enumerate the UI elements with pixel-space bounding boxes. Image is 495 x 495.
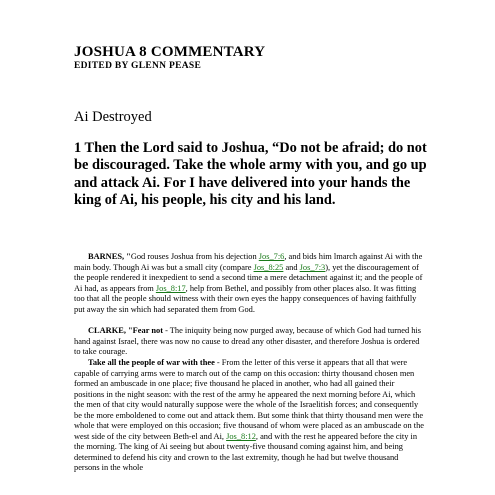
clarke-paragraph xyxy=(74,326,426,358)
scripture-link[interactable]: Jos_7:3 xyxy=(299,262,326,272)
take-people-paragraph xyxy=(74,358,426,474)
scripture-link[interactable]: Jos_8:17 xyxy=(155,283,186,293)
barnes-text-5: , help from Bethel, and possibly from other places also. It was fitting too that all the people should witness with their own eyes the happy consequences of having faithfully put away the sin which had separated them from God. xyxy=(74,283,417,314)
take-people-label: Take all the people of war with thee xyxy=(88,358,215,367)
section-heading: Ai Destroyed xyxy=(74,109,152,125)
barnes-text-3: and xyxy=(283,262,300,272)
barnes-label: BARNES, " xyxy=(88,252,131,261)
scripture-link[interactable]: Jos_8:25 xyxy=(253,262,284,272)
scripture-link[interactable]: Jos_8:12 xyxy=(226,431,256,441)
barnes-text-2: , and bids him lmarch against Ai with the main body. Though Ai was but a small city (compare xyxy=(74,252,423,272)
document-subtitle: EDITED BY GLENN PEASE xyxy=(74,61,202,71)
barnes-text-4: ), yet the discouragement of the people rendered it inexpedient to send a second time a mere detachment against it; and the people of Ai had, as appears from xyxy=(74,262,423,293)
scripture-link[interactable]: Jos_7:6 xyxy=(258,252,285,261)
take-text-1: - From the letter of this verse it appears that all that were capable of carrying arms were to march out of the camp on this occasion: thirty thousand chosen men formed an ambuscade in one place; five thousand he placed in another, who had all gained their positions in the night season: with the rest of the army he appeared the next morning before Ai, which the men of that city would naturally suppose were the whole of the Israelitish forces; and consequently be the more emboldened to come out and attack them. But some think that thirty thousand men were the whole that were employed on this occasion; five thousand of whom were placed as an ambuscade on the west side of the city between Beth-el and Ai, xyxy=(74,358,425,441)
take-text-2: , and with the rest he appeared before the city in the morning. The king of Ai seeing but about twenty-five thousand coming against him, and being determined to defend his city and crown to the last extremity, though he had but twelve thousand persons in the whole xyxy=(74,431,418,472)
clarke-text-1: - The iniquity being now purged away, because of which God had turned his hand against Israel, there was now no cause to dread any other disaster, and therefore Joshua is ordered to take courage. xyxy=(74,326,421,356)
verse-text: 1 Then the Lord said to Joshua, “Do not be afraid; do not be discouraged. Take the whole army with you, and go up and attack Ai. For I have delivered into your hands the king of Ai, his people, his city and his land. xyxy=(74,140,427,209)
clarke-label: CLARKE, "Fear not xyxy=(88,326,163,335)
barnes-text-1: God rouses Joshua from his dejection xyxy=(130,252,259,261)
document-title: JOSHUA 8 COMMENTARY xyxy=(74,44,266,60)
barnes-paragraph xyxy=(74,252,426,315)
